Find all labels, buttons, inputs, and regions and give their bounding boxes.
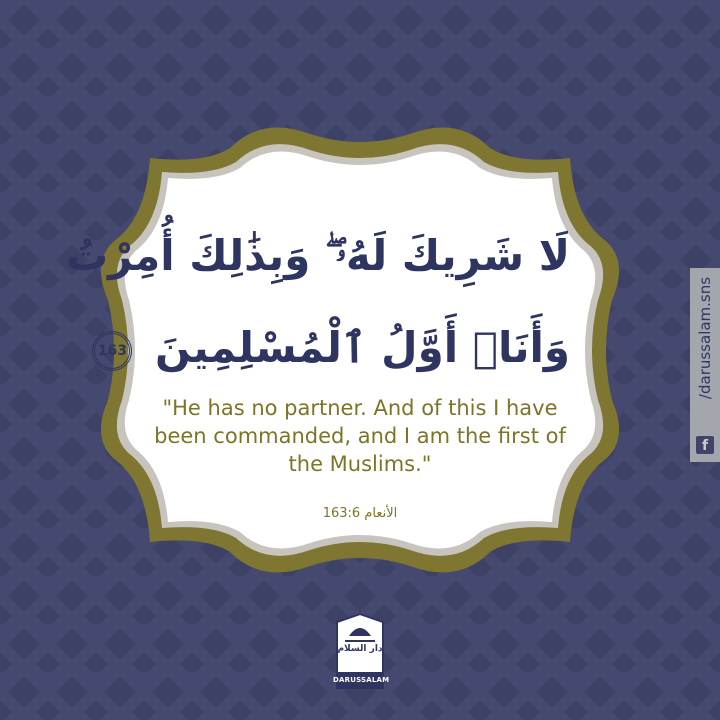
social-tab[interactable] xyxy=(690,268,720,462)
arabic-verse-line-1: لَا شَرِيكَ لَهُۥ ۖ وَبِذَٰلِكَ أُمِرْتُ xyxy=(65,231,570,280)
darussalam-logo xyxy=(333,612,390,690)
social-handle[interactable]: /darussalam.sns xyxy=(696,276,714,400)
logo-arabic-text: دار السلام xyxy=(337,644,383,654)
logo-english-text: DARUSSALAM xyxy=(333,676,390,684)
english-translation: "He has no partner. And of this I have been commanded, and I am the first of the Muslims." xyxy=(154,396,566,476)
ayah-number-badge: 163 xyxy=(92,331,132,371)
surah-reference: الأنعام 163:6 xyxy=(322,506,398,521)
facebook-icon[interactable]: f xyxy=(696,436,714,454)
arabic-verse-line-2-text: وَأَنَا۠ أَوَّلُ ٱلْمُسْلِمِينَ xyxy=(155,323,570,372)
arabic-verse-line-2 xyxy=(97,318,570,378)
